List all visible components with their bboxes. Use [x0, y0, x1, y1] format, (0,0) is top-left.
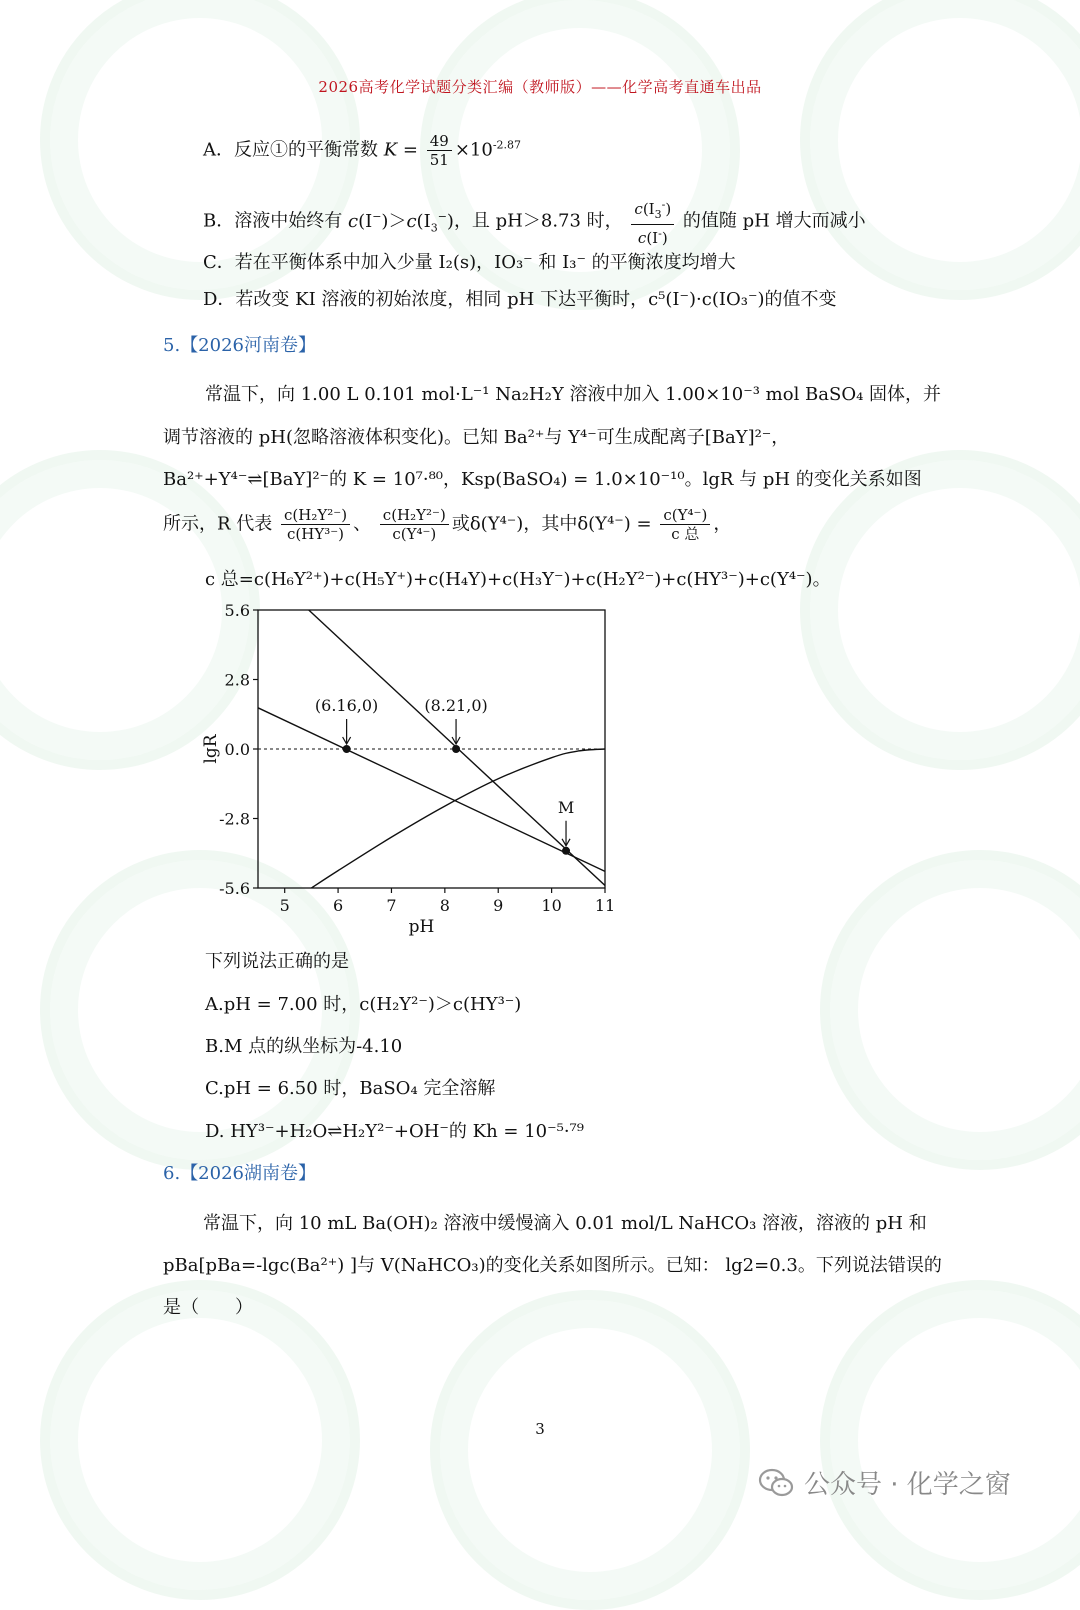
q5-fraction-2: [380, 506, 449, 543]
q4-b-suffix: 的值随 pH 增大而减小: [682, 210, 866, 232]
q5-heading: [163, 334, 316, 358]
q4-option-d: D．若改变 KI 溶液的初始浓度，相同 pH 下达平衡时，c⁵(I⁻)·c(IO₃⁻)的值不变: [203, 289, 837, 310]
q5-stem-line3: Ba²⁺+Y⁴⁻⇌[BaY]²⁻的 K = 10⁷·⁸⁰，Ksp(BaSO₄) = 1.0×10⁻¹⁰。lgR 与 pH 的变化关系如图: [163, 469, 922, 490]
q5-stem-line1: 常温下，向 1.00 L 0.101 mol·L⁻¹ Na₂H₂Y 溶液中加入 1.00×10⁻³ mol BaSO₄ 固体，并: [205, 384, 942, 405]
q5-frac2-den: c(Y⁴⁻): [392, 525, 437, 543]
wechat-icon: [758, 1468, 794, 1498]
q5-or-delta: 或δ(Y⁴⁻)，其中δ(Y⁴⁻) =: [451, 513, 652, 535]
q5-frac1-den: c(HY³⁻): [287, 525, 345, 543]
annotation-label: M: [557, 797, 575, 817]
series-curve: [311, 749, 605, 888]
watermark-ring: [820, 1280, 1080, 1600]
q5-frac3-den: c 总: [671, 525, 700, 543]
q5-frac1-num: c(H₂Y²⁻): [281, 506, 350, 525]
y-tick-label: -5.6: [219, 879, 250, 898]
q5-stem-line5: c 总=c(H₆Y²⁺)+c(H₅Y⁺)+c(H₄Y)+c(H₃Y⁻)+c(H₂Y²⁻)+c(HY³⁻)+c(Y⁴⁻)。: [205, 569, 831, 590]
watermark-ring: [820, 850, 1080, 1170]
q5-stem-line2: 调节溶液的 pH(忽略溶液体积变化)。已知 Ba²⁺与 Y⁴⁻可生成配离子[BaY]²⁻，: [163, 427, 790, 448]
x-tick-label: 6: [332, 896, 344, 915]
q5-option-a: A.pH = 7.00 时，c(H₂Y²⁻)＞c(HY³⁻): [205, 994, 522, 1015]
series-line1: [258, 708, 605, 872]
y-tick-label: 5.6: [224, 601, 250, 620]
x-tick-label: 9: [493, 896, 504, 915]
q5-stem-line4: [163, 506, 731, 543]
q6-stem-line2: pBa[pBa=-lgc(Ba²⁺) ]与 V(NaHCO₃)的变化关系如图所示。已知： lg2=0.3。下列说法错误的: [163, 1255, 942, 1276]
y-tick-label: 0.0: [224, 740, 250, 759]
annotation-point: [562, 847, 570, 855]
q6-stem-line1: 常温下，向 10 mL Ba(OH)₂ 溶液中缓慢滴入 0.01 mol/L NaHCO₃ 溶液，溶液的 pH 和: [203, 1213, 927, 1234]
q5-fraction-3: [660, 506, 710, 543]
annotation-point: [343, 745, 351, 753]
q5-frac3-num: c(Y⁴⁻): [660, 506, 710, 525]
footer-watermark: [758, 1464, 1011, 1501]
watermark-ring: [40, 1280, 360, 1600]
q5-number: 5.: [163, 335, 181, 356]
q4-option-c: C．若在平衡体系中加入少量 I₂(s)，IO₃⁻ 和 I₃⁻ 的平衡浓度均增大: [203, 252, 736, 273]
q4-a-den: 51: [429, 151, 449, 169]
q5-comma: ，: [713, 513, 732, 535]
q4-b-den: c(I-): [637, 227, 668, 247]
q5-fraction-1: [281, 506, 350, 543]
q5-option-d: D. HY³⁻+H₂O⇌H₂Y²⁻+OH⁻的 Kh = 10⁻⁵·⁷⁹: [205, 1121, 584, 1142]
q4-a-eq: =: [397, 139, 424, 161]
annotation-point: [452, 745, 460, 753]
x-axis-label: pH: [408, 917, 435, 937]
q4-b-fraction: [631, 196, 674, 247]
y-axis-label: lgR: [201, 734, 221, 764]
q5-frac2-num: c(H₂Y²⁻): [380, 506, 449, 525]
q5-ask: 下列说法正确的是: [205, 951, 349, 972]
x-tick-label: 10: [541, 896, 562, 915]
q4-a-num: 49: [427, 132, 452, 151]
x-tick-label: 7: [386, 896, 397, 915]
q5-stem4-prefix: 所示，R 代表: [163, 513, 273, 535]
q5-option-b: B.M 点的纵坐标为-4.10: [205, 1036, 403, 1057]
watermark-ring: [430, 1290, 750, 1610]
y-tick-label: -2.8: [219, 809, 250, 829]
q4-b-rel: ，且 pH＞8.73 时，: [453, 210, 623, 232]
q5-option-c: C.pH = 6.50 时，BaSO₄ 完全溶解: [205, 1078, 496, 1099]
watermark-ring: [800, 450, 1080, 770]
q6-heading: [163, 1162, 316, 1186]
q4-a-fraction: [427, 132, 452, 169]
y-tick-label: 2.8: [224, 670, 250, 690]
q4-b-relation: $c(I^-)>c(I_3^-)$: [347, 209, 454, 235]
q4-a-prefix: A．反应①的平衡常数: [203, 139, 378, 161]
page-number: 3: [535, 1420, 545, 1438]
q4-b-num: $c(I_3^-)$: [631, 196, 674, 225]
q4-b-prefix: B．溶液中始终有: [203, 210, 343, 232]
watermark-ring: [800, 0, 1080, 300]
q4-a-exp: -2.87: [492, 138, 522, 152]
footer-text: 公众号 · 化学之窗: [804, 1470, 1011, 1500]
q4-option-b: [203, 196, 866, 247]
q4-option-a: [203, 132, 521, 169]
x-tick-label: 5: [279, 896, 290, 915]
q6-stem-line3: 是（ ）: [163, 1297, 253, 1318]
q5-source: 【2026河南卷】: [180, 335, 316, 356]
x-tick-label: 11: [594, 896, 616, 915]
lgR-ph-chart: [195, 595, 635, 940]
x-tick-label: 8: [439, 896, 450, 915]
q5-sep: 、: [353, 513, 372, 535]
q6-source: 【2026湖南卷】: [180, 1163, 316, 1184]
annotation-label: (8.21,0): [424, 696, 488, 715]
q4-a-times: ×10: [454, 139, 493, 161]
q4-a-k: K: [383, 139, 398, 161]
q6-number: 6.: [163, 1163, 181, 1184]
annotation-label: (6.16,0): [314, 696, 379, 715]
page-header: 2026高考化学试题分类汇编（教师版）——化学高考直通车出品: [318, 78, 762, 96]
